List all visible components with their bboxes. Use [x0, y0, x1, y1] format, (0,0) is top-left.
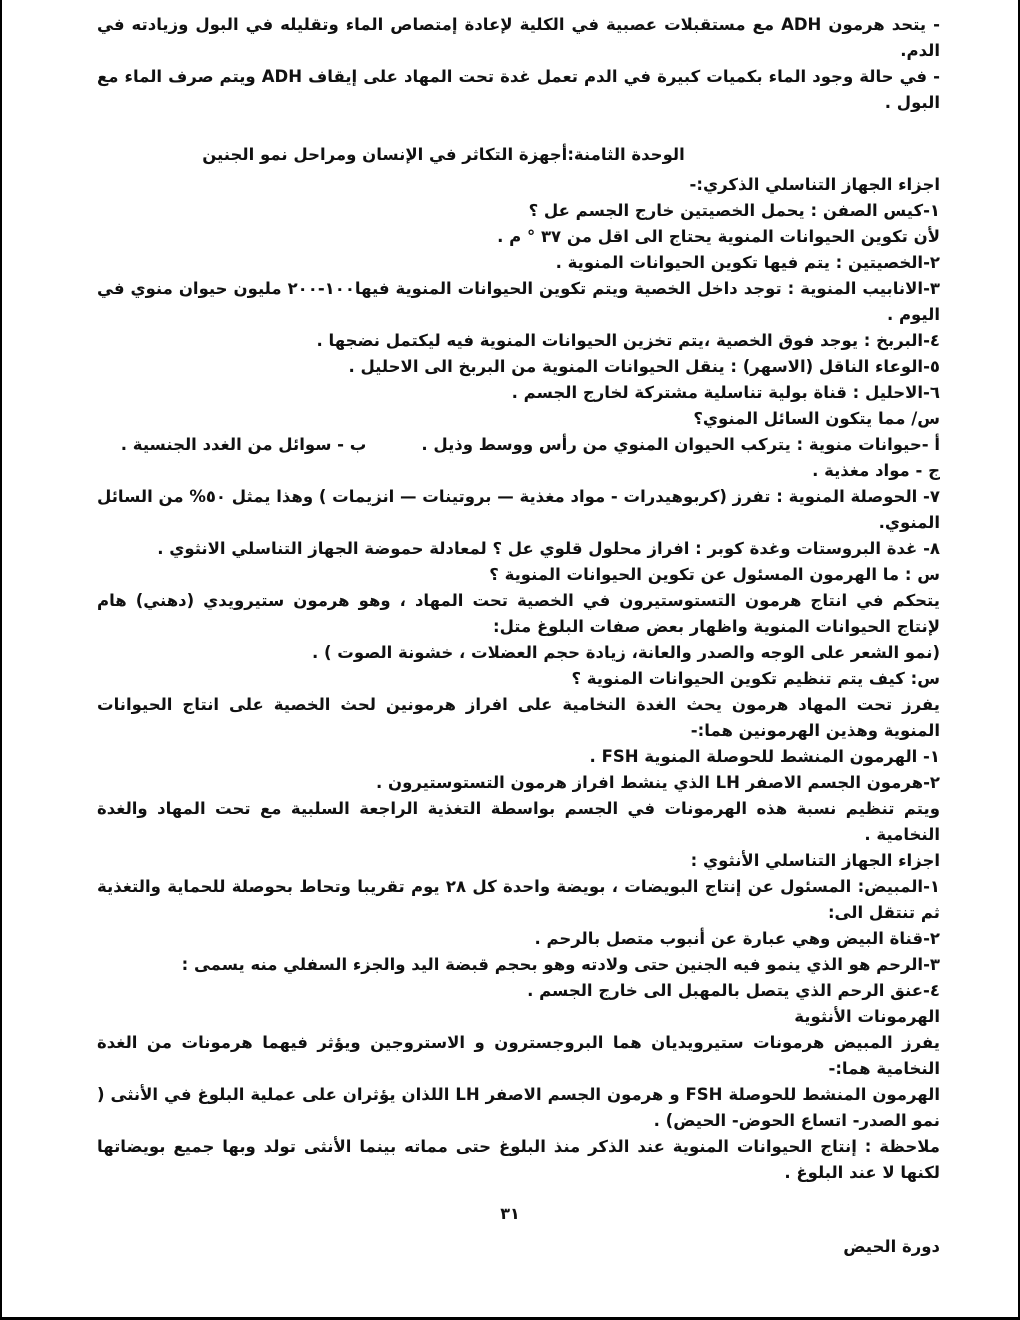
page-number: ٣١	[500, 1204, 520, 1223]
text-line: - يتحد هرمون ADH مع مستقبلات عصبية في الكلية لإعادة إمتصاص الماء وتقليله في البول وزيادته في الدم.	[97, 15, 940, 60]
section-heading: دورة الحيض	[843, 1237, 940, 1256]
text-line: ٢-الخصيتين : يتم فيها تكوين الحيوانات المنوية .	[555, 253, 940, 272]
text-line: ٥-الوعاء الناقل (الاسهر) : ينقل الحيوانات المنوية من البربخ الى الاحليل .	[348, 357, 940, 376]
question-heading: س: كيف يتم تنظيم تكوين الحيوانات المنوية ؟	[571, 669, 940, 688]
answer-col-b: ب - سوائل من الغدد الجنسية .	[120, 435, 367, 454]
text-line: الهرمون المنشط للحوصلة FSH و هرمون الجسم الاصفر LH اللذان يؤثران على عملية البلوغ في الأنثى ( نمو الصدر- اتساع الحوض- الحيض) .	[97, 1085, 940, 1130]
text-line: ١- الهرمون المنشط للحوصلة المنوية FSH .	[589, 747, 940, 766]
text-line: يتحكم في انتاج هرمون التستوستيرون في الخصية تحت المهاد ، وهو هرمون ستيرويدي (دهني) هام لإنتاج الحيوانات المنوية واظهار بعض صفات البلوغ متل:	[97, 591, 940, 636]
text-line	[97, 432, 940, 458]
text-line: يفرز تحت المهاد هرمون يحث الغدة النخامية على افراز هرمونين لحث الخصية على انتاج الحيوانات المنوية وهذين الهرمونين هما:-	[97, 695, 940, 740]
text-line: ج - مواد مغذية .	[812, 461, 940, 480]
text-line: - في حالة وجود الماء بكميات كبيرة في الدم تعمل غدة تحت المهاد على إيقاف ADH ويتم صرف الماء مع البول .	[97, 67, 940, 112]
text-line: ٨- غدة البروستات وغدة كوبر : افراز محلول قلوي عل ؟ لمعادلة حموضة الجهاز التناسلي الانثوي .	[157, 539, 940, 558]
text-line: ٧- الحوصلة المنوية : تفرز (كربوهيدرات - مواد مغذية — بروتينات — انزيمات ) وهذا يمثل ٥٠% من السائل المنوي.	[97, 487, 940, 532]
text-line: ٣-الانابيب المنوية : توجد داخل الخصية ويتم تكوين الحيوانات المنوية فيها١٠٠-٢٠٠ مليون حيوان منوي في اليوم .	[97, 279, 940, 324]
unit-title: الوحدة الثامنة:أجهزة التكاثر في الإنسان ومراحل نمو الجنين	[202, 145, 685, 164]
text-line: ١-كيس الصفن : يحمل الخصيتين خارج الجسم عل ؟	[528, 201, 940, 220]
text-line: ١-المبيض: المسئول عن إنتاج البويضات ، بويضة واحدة كل ٢٨ يوم تقريبا وتحاط بحوصلة للحماية والتغذية ثم تنتقل الى:	[97, 877, 940, 922]
text-line: ٢-هرمون الجسم الاصفر LH الذي ينشط افراز هرمون التستوستيرون .	[376, 773, 940, 792]
text-line: (نمو الشعر على الوجه والصدر والعانة، زيادة حجم العضلات ، خشونة الصوت ) .	[311, 643, 940, 662]
question-heading: س/ مما يتكون السائل المنوي؟	[693, 409, 940, 428]
text-line: ٣-الرحم هو الذي ينمو فيه الجنين حتى ولادته وهو بحجم قبضة اليد والجزء السفلي منه يسمى :	[181, 955, 940, 974]
section-heading: اجزاء الجهاز التناسلي الذكري:-	[689, 175, 940, 194]
text-line: لأن تكوين الحيوانات المنوية يحتاج الى اقل من ٣٧ ° م .	[497, 227, 940, 246]
answer-col-a: أ -حيوانات منوية : يتركب الحيوان المنوي من رأس ووسط وذيل .	[421, 435, 940, 454]
text-line: ٢-قناة البيض وهي عبارة عن أنبوب متصل بالرحم .	[534, 929, 940, 948]
text-line: ٦-الاحليل : قناة بولية تناسلية مشتركة لخارج الجسم .	[511, 383, 940, 402]
section-heading: الهرمونات الأنثوية	[794, 1007, 940, 1026]
page-content	[2, 0, 1018, 1260]
text-line: ٤-عنق الرحم الذي يتصل بالمهبل الى خارج الجسم .	[527, 981, 940, 1000]
text-line: ويتم تنظيم نسبة هذه الهرمونات في الجسم بواسطة التغذية الراجعة السلبية مع تحت المهاد والغدة النخامية .	[97, 799, 940, 844]
text-line: يفرز المبيض هرمونات ستيرويديان هما البروجسترون و الاستروجين ويؤثر فيهما هرمونات من الغدة النخامية هما:-	[97, 1033, 940, 1078]
question-heading: س : ما الهرمون المسئول عن تكوين الحيوانات المنوية ؟	[489, 565, 940, 584]
text-line: ٤-البربخ : يوجد فوق الخصية ،يتم تخزين الحيوانات المنوية فيه ليكتمل نضجها .	[316, 331, 940, 350]
text-line: ملاحظة : إنتاج الحيوانات المنوية عند الذكر منذ البلوغ حتى مماته بينما الأنثى تولد وبها جميع بويضاتها لكنها لا عند البلوغ .	[97, 1137, 940, 1182]
spacer	[97, 116, 940, 142]
section-heading: اجزاء الجهاز التناسلي الأنثوي :	[690, 851, 940, 870]
